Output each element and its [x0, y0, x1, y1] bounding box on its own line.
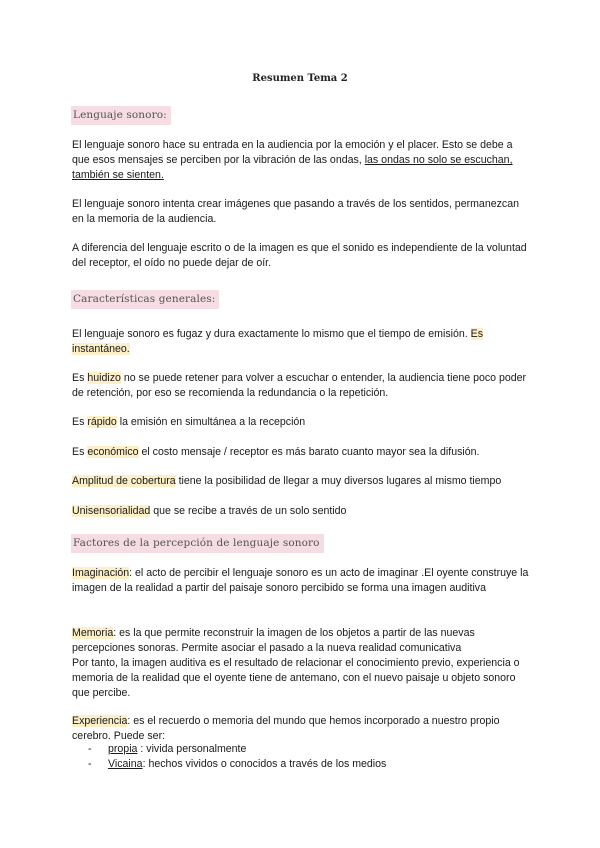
- item-fugaz: [72, 327, 532, 357]
- paragraph-memoria: [72, 626, 532, 701]
- item-unisensorialidad: [72, 504, 532, 519]
- heading-factores: Factores de la percepción de lenguaje sonoro: [71, 534, 324, 553]
- highlight-term: Memoria: [72, 627, 114, 639]
- item-text: El lenguaje sonoro es fugaz y dura exactamente lo mismo que el tiempo de emisión.: [72, 328, 471, 340]
- highlight-term: Amplitud de cobertura: [72, 475, 176, 487]
- bullet-dash: -: [88, 743, 92, 755]
- highlight-term: económico: [87, 446, 139, 458]
- list-item: [88, 757, 386, 772]
- highlight-term: huidizo: [87, 372, 121, 384]
- paragraph-text: : el acto de percibir el lenguaje sonoro es un acto de imaginar .El oyente construye la imagen de la realidad a partir del paisaje sonoro percibido se forma una imagen auditiva: [72, 567, 529, 594]
- paragraph-intro-text: El lenguaje sonoro hace su entrada en la audiencia por la emoción y el placer. Esto se debe a que esos mensajes se perciben por la vibración de las ondas,: [72, 139, 513, 166]
- list-item: [88, 742, 386, 757]
- item-text: Es: [72, 372, 88, 384]
- highlight-term: rápido: [87, 416, 117, 428]
- bullet-text: : hechos vividos o conocidos a través de los medios: [142, 758, 387, 770]
- item-economico: [72, 445, 532, 460]
- item-huidizo: [72, 371, 532, 401]
- experience-list: [88, 742, 386, 772]
- item-amplitud: [72, 474, 552, 489]
- highlight-term: Unisensorialidad: [72, 505, 151, 517]
- bullet-term: Vicaina: [108, 758, 143, 770]
- paragraph-imaginacion: [72, 566, 532, 596]
- document-title: Resumen Tema 2: [252, 73, 348, 84]
- item-text: el costo mensaje / receptor es más barato cuanto mayor sea la difusión.: [138, 446, 480, 458]
- paragraph-text: : es el recuerdo o memoria del mundo que hemos incorporado a nuestro propio cerebro. Puede ser:: [72, 715, 500, 742]
- bullet-dash: -: [88, 758, 92, 770]
- paragraph-text: Por tanto, la imagen auditiva es el resultado de relacionar el conocimiento previo, experiencia o memoria de la realidad que el oyente tiene de antemano, con el nuevo paisaje u objeto sonoro que percibe.: [72, 657, 520, 699]
- item-text: Es: [72, 446, 88, 458]
- highlight-term: Experiencia: [72, 715, 128, 727]
- paragraph-imagenes: El lenguaje sonoro intenta crear imágenes que pasando a través de los sentidos, permanezcan en la memoria de la audiencia.: [72, 198, 519, 225]
- highlight-term: Es instantáneo.: [72, 328, 484, 355]
- highlight-term: Imaginación: [72, 567, 130, 579]
- bullet-term: propia: [108, 743, 138, 755]
- paragraph-intro: [72, 138, 532, 183]
- underlined-phrase: las ondas no solo se escuchan, también se sienten.: [72, 154, 513, 181]
- paragraph-text: : es la que permite reconstruir la imagen de los objetos a partir de las nuevas percepciones sonoras. Permite asociar el pasado a la nueva realidad comunicativa: [72, 627, 475, 654]
- item-text: Es: [72, 416, 88, 428]
- item-text: no se puede retener para volver a escuchar o entender, la audiencia tiene poco poder de retención, por eso se recomienda la redundancia o la repetición.: [72, 372, 527, 399]
- item-rapido: [72, 415, 532, 430]
- paragraph-experiencia: [72, 714, 532, 744]
- paragraph-diferencia: A diferencia del lenguaje escrito o de la imagen es que el sonido es independiente de la voluntad del receptor, el oído no puede dejar de oír.: [72, 242, 527, 269]
- item-text: que se recibe a través de un solo sentido: [150, 505, 347, 517]
- heading-lenguaje-sonoro: Lenguaje sonoro:: [71, 106, 171, 125]
- item-text: tiene la posibilidad de llegar a muy diversos lugares al mismo tiempo: [175, 475, 502, 487]
- item-text: la emisión en simultánea a la recepción: [116, 416, 306, 428]
- heading-caracteristicas: Características generales:: [71, 290, 219, 309]
- bullet-text: : vivida personalmente: [137, 743, 247, 755]
